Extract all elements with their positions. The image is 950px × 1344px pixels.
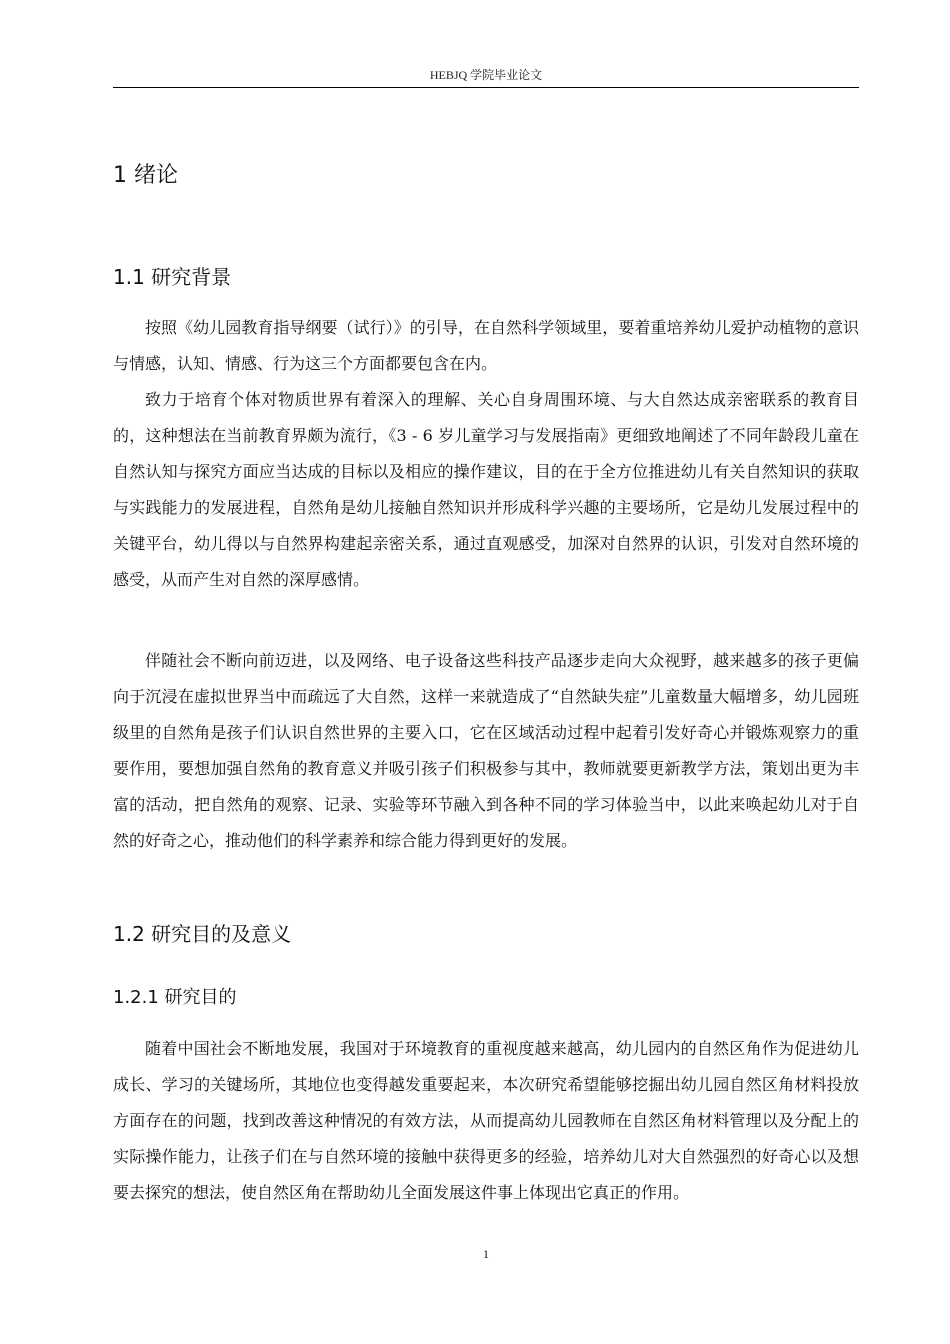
page-header: HEBJQ 学院毕业论文 — [429, 68, 543, 82]
page-number: 1 — [483, 1247, 489, 1261]
paragraph: 伴随社会不断向前迈进，以及网络、电子设备这些科技产品逐步走向大众视野，越来越多的孩子更偏向于沉浸在虚拟世界当中而疏远了大自然，这样一来就造成了“自然缺失症”儿童数量大幅增多，幼儿园班级里的自然角是孩子们认识自然世界的主要入口，它在区域活动过程中起着引发好奇心并锻炼观察力的重要作用，要想加强自然角的教育意义并吸引孩子们积极参与其中，教师就要更新教学方法，策划出更为丰富的活动，把自然角的观察、记录、实验等环节融入到各种不同的学习体验当中，以此来唤起幼儿对于自然的好奇之心，推动他们的科学素养和综合能力得到更好的发展。 — [113, 651, 859, 850]
section-title-1-1: 1.1 研究背景 — [113, 265, 232, 289]
chapter-title: 1 绪论 — [113, 163, 178, 188]
paragraph: 致力于培育个体对物质世界有着深入的理解、关心自身周围环境、与大自然达成亲密联系的教育目的，这种想法在当前教育界颇为流行，《3 - 6 岁儿童学习与发展指南》更细致地阐述了不同年龄段儿童在自然认知与探究方面应当达成的目标以及相应的操作建议，目的在于全方位推进幼儿有关自然知识的获取与实践能力的发展进程，自然角是幼儿接触自然知识并形成科学兴趣的主要场所，它是幼儿发展过程中的关键平台，幼儿得以与自然界构建起亲密关系，通过直观感受，加深对自然界的认识，引发对自然环境的感受，从而产生对自然的深厚感情。 — [113, 390, 859, 589]
header-rule — [113, 87, 859, 88]
paragraph: 随着中国社会不断地发展，我国对于环境教育的重视度越来越高，幼儿园内的自然区角作为促进幼儿成长、学习的关键场所，其地位也变得越发重要起来，本次研究希望能够挖掘出幼儿园自然区角材料投放方面存在的问题，找到改善这种情况的有效方法，从而提高幼儿园教师在自然区角材料管理以及分配上的实际操作能力，让孩子们在与自然环境的接触中获得更多的经验，培养幼儿对大自然强烈的好奇心以及想要去探究的想法，使自然区角在帮助幼儿全面发展这件事上体现出它真正的作用。 — [113, 1039, 859, 1202]
section-title-1-2: 1.2 研究目的及意义 — [113, 922, 292, 946]
subsection-title-1-2-1: 1.2.1 研究目的 — [113, 987, 237, 1008]
paragraph: 按照《幼儿园教育指导纲要（试行）》的引导，在自然科学领域里，要着重培养幼儿爱护动植物的意识与情感，认知、情感、行为这三个方面都要包含在内。 — [113, 318, 859, 373]
